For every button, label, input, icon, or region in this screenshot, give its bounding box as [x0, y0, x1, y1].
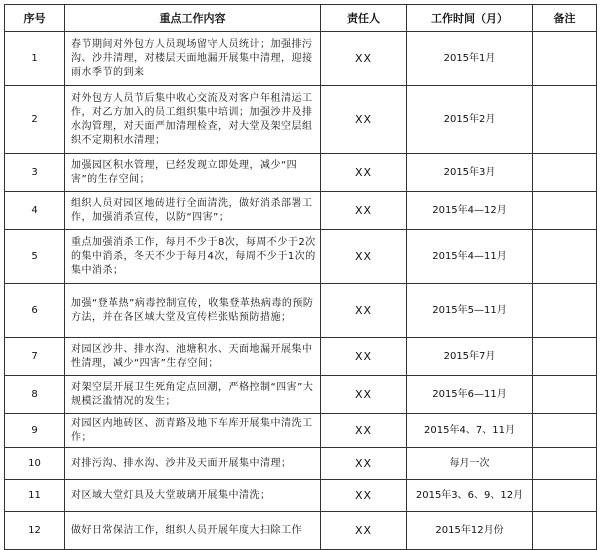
row-owner: XX — [321, 448, 407, 480]
row-note — [533, 86, 597, 154]
row-number: 5 — [5, 230, 65, 284]
row-time: 每月一次 — [407, 448, 533, 480]
row-number: 4 — [5, 192, 65, 230]
row-content: 对排污沟、排水沟、沙井及天面开展集中清理； — [65, 448, 321, 480]
row-time: 2015年7月 — [407, 338, 533, 376]
row-note — [533, 154, 597, 192]
row-time: 2015年4、7、11月 — [407, 414, 533, 448]
row-time: 2015年3、6、9、12月 — [407, 480, 533, 512]
row-note — [533, 376, 597, 414]
row-owner: XX — [321, 376, 407, 414]
row-owner: XX — [321, 192, 407, 230]
row-number: 6 — [5, 284, 65, 338]
row-content: 加强“登革热”病毒控制宣传，收集登革热病毒的预防方法，并在各区域大堂及宣传栏张贴预防措施； — [65, 284, 321, 338]
table-row — [5, 448, 597, 480]
row-time: 2015年3月 — [407, 154, 533, 192]
row-time: 2015年4—12月 — [407, 192, 533, 230]
row-note — [533, 192, 597, 230]
table-row — [5, 480, 597, 512]
table-row — [5, 376, 597, 414]
row-content: 做好日常保洁工作，组织人员开展年度大扫除工作 — [65, 512, 321, 550]
table-header — [5, 5, 597, 32]
header-note: 备注 — [533, 5, 597, 32]
row-owner: XX — [321, 284, 407, 338]
row-time: 2015年12月份 — [407, 512, 533, 550]
row-content: 对架空层开展卫生死角定点回潮，严格控制“四害”大规模泛滥情况的发生； — [65, 376, 321, 414]
header-time: 工作时间（月） — [407, 5, 533, 32]
row-time: 2015年5—11月 — [407, 284, 533, 338]
row-note — [533, 338, 597, 376]
row-owner: XX — [321, 32, 407, 86]
row-number: 3 — [5, 154, 65, 192]
row-number: 12 — [5, 512, 65, 550]
row-owner: XX — [321, 480, 407, 512]
row-note — [533, 230, 597, 284]
row-time: 2015年6—11月 — [407, 376, 533, 414]
row-note — [533, 284, 597, 338]
row-number: 1 — [5, 32, 65, 86]
row-content: 对园区沙井、排水沟、池塘积水、天面地漏开展集中性清理，减少“四害”生存空间； — [65, 338, 321, 376]
row-owner: XX — [321, 154, 407, 192]
row-number: 2 — [5, 86, 65, 154]
row-content: 对区域大堂灯具及大堂玻璃开展集中清洗； — [65, 480, 321, 512]
header-no: 序号 — [5, 5, 65, 32]
row-note — [533, 448, 597, 480]
row-owner: XX — [321, 512, 407, 550]
table-row — [5, 154, 597, 192]
row-owner: XX — [321, 414, 407, 448]
table-row — [5, 192, 597, 230]
header-content: 重点工作内容 — [65, 5, 321, 32]
row-note — [533, 512, 597, 550]
table-row — [5, 338, 597, 376]
work-plan-table — [4, 4, 597, 550]
header-owner: 责任人 — [321, 5, 407, 32]
row-number: 10 — [5, 448, 65, 480]
row-content: 组织人员对园区地砖进行全面清洗，做好消杀部署工作，加强消杀宣传，以防“四害”； — [65, 192, 321, 230]
row-time: 2015年1月 — [407, 32, 533, 86]
row-owner: XX — [321, 338, 407, 376]
table-row — [5, 414, 597, 448]
table-row — [5, 512, 597, 550]
row-number: 9 — [5, 414, 65, 448]
row-number: 8 — [5, 376, 65, 414]
header-row — [5, 5, 597, 32]
table-body — [5, 32, 597, 550]
row-note — [533, 414, 597, 448]
row-note — [533, 480, 597, 512]
row-owner: XX — [321, 230, 407, 284]
row-content: 对园区内地砖区、沥青路及地下车库开展集中清洗工作； — [65, 414, 321, 448]
row-time: 2015年2月 — [407, 86, 533, 154]
row-number: 11 — [5, 480, 65, 512]
row-content: 春节期间对外包方人员现场留守人员统计；加强排污沟、沙井清理，对楼层天面地漏开展集中清理，迎接雨水季节的到来 — [65, 32, 321, 86]
row-owner: XX — [321, 86, 407, 154]
table-row — [5, 284, 597, 338]
table-row — [5, 32, 597, 86]
row-number: 7 — [5, 338, 65, 376]
table-row — [5, 86, 597, 154]
row-content: 加强园区积水管理，已经发现立即处理，减少“四害”的生存空间； — [65, 154, 321, 192]
row-note — [533, 32, 597, 86]
row-content: 对外包方人员节后集中收心交流及对客户年租清运工作，对乙方加入的员工组织集中培训；加强沙井及排水沟管理，对天面严加清理检查，对大堂及架空层组织不定期积水清理； — [65, 86, 321, 154]
row-time: 2015年4—11月 — [407, 230, 533, 284]
table-row — [5, 230, 597, 284]
row-content: 重点加强消杀工作，每月不少于8次，每周不少于2次的集中消杀，冬天不少于每月4次，每周不少于1次的集中消杀； — [65, 230, 321, 284]
